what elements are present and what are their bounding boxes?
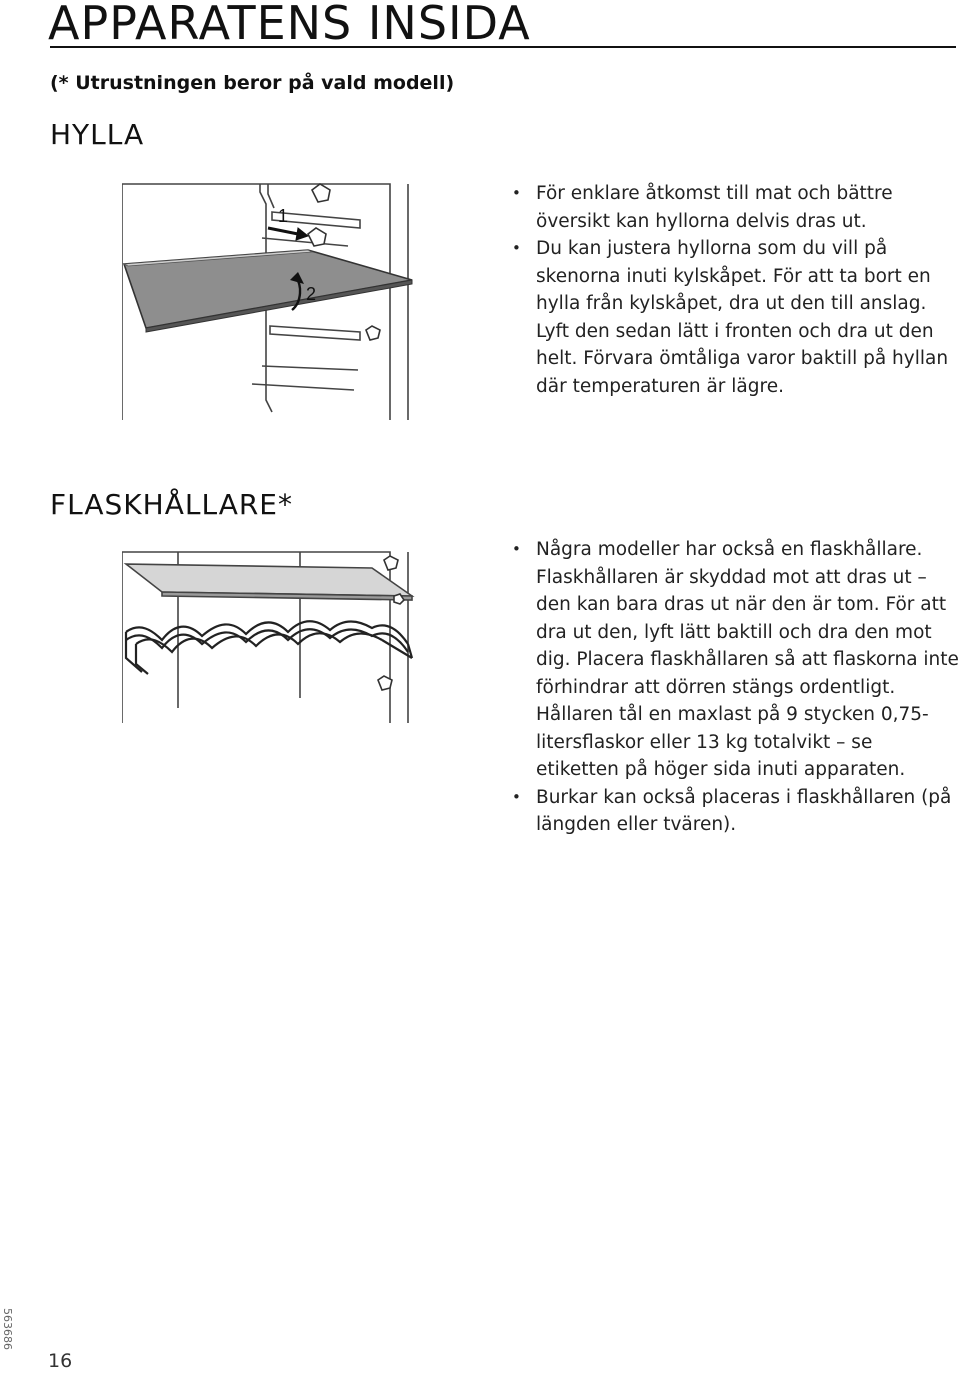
list-item: • Burkar kan också placeras i flaskhållaren (på längden eller tvären). [508, 784, 960, 839]
illustration-step-2: 2 [306, 284, 317, 304]
bullet-dot-icon: • [512, 184, 521, 202]
illustration-step-1: 1 [278, 206, 289, 226]
page-number: 16 [48, 1350, 73, 1372]
list-item: • Du kan justera hyllorna som du vill på skenorna inuti kylskåpet. För att ta bort en hylla från kylskåpet, dra ut den till anslag. Lyft den sedan lätt i fronten och dra ut den helt. Förvara ömtåliga varor baktill på hyllan där temperaturen är lägre. [508, 235, 960, 400]
bottle-rack-illustration [122, 548, 422, 723]
section-heading-hylla: HYLLA [50, 118, 145, 151]
bullet-dot-icon: • [512, 540, 521, 558]
list-item: • För enklare åtkomst till mat och bättre översikt kan hyllorna delvis dras ut. [508, 180, 960, 235]
model-note: (* Utrustningen beror på vald modell) [50, 72, 455, 94]
bullet-dot-icon: • [512, 787, 521, 806]
hylla-bullet-list [508, 180, 960, 400]
bullet-dot-icon: • [512, 239, 521, 257]
document-code: 563686 [1, 1308, 14, 1350]
flaskhallare-bullet-list [508, 536, 960, 839]
title-rule [50, 46, 956, 48]
section-heading-flaskhallare: FLASKHÅLLARE* [50, 488, 293, 521]
shelf-pull-out-illustration [122, 180, 422, 420]
page-title: APPARATENS INSIDA [48, 0, 531, 50]
list-item: • Några modeller har också en flaskhållare. Flaskhållaren är skyddad mot att dras ut – den kan bara dras ut när den är tom. För att dra ut den, lyft lätt baktill och dra den mot dig. Placera flaskhållaren så att flaskorna inte förhindrar att dörren stängs ordentligt. Hållaren tål en maxlast på 9 stycken 0,75-litersflaskor eller 13 kg totalvikt – se etiketten på höger sida inuti apparaten. [508, 536, 960, 784]
